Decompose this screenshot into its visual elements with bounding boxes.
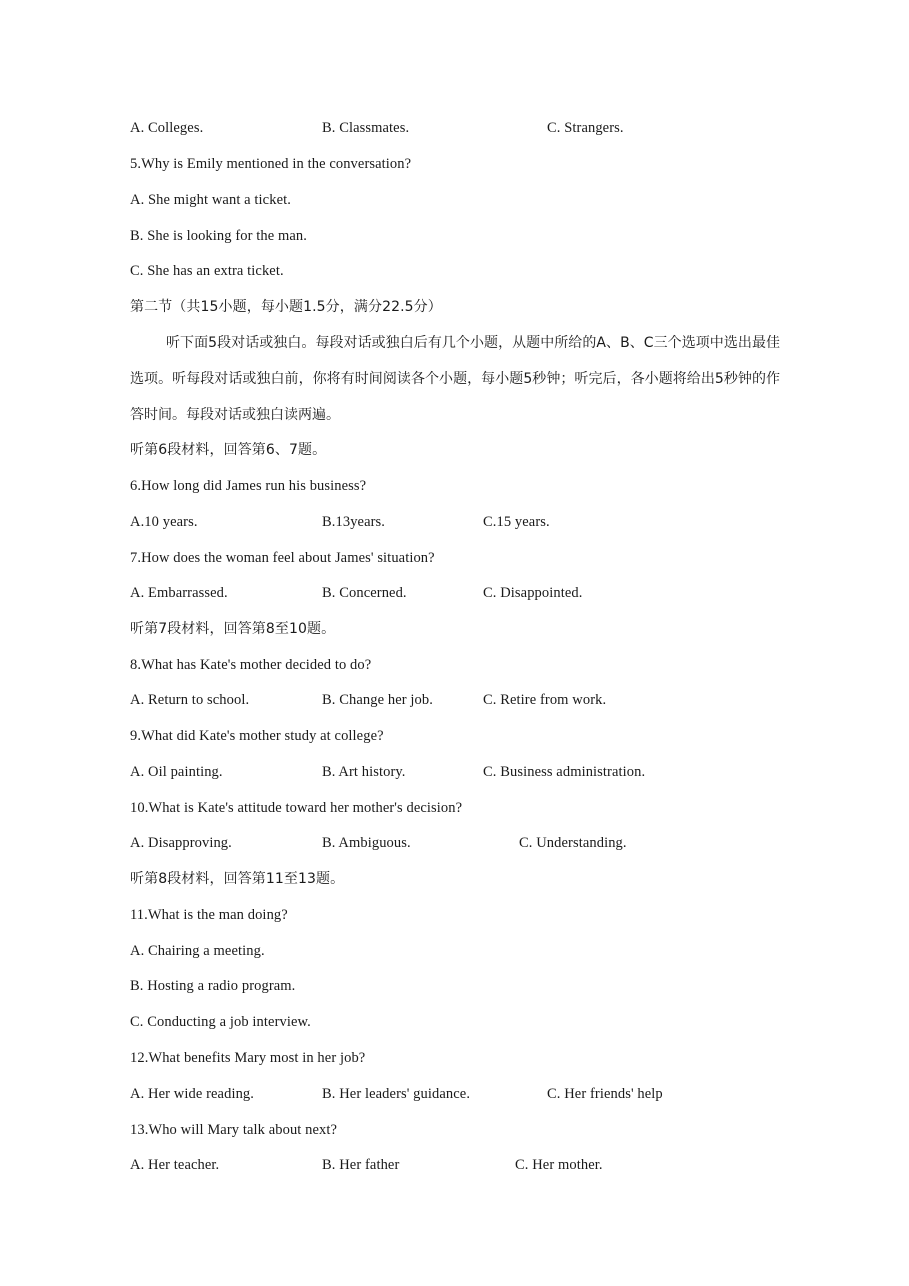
section-2-heading: 第二节（共15小题，每小题1.5分，满分22.5分） — [130, 299, 442, 315]
option-b: B. Art history. — [322, 764, 406, 780]
question-11-option-b: B. Hosting a radio program. — [130, 978, 296, 994]
question-12-stem: 12.What benefits Mary most in her job? — [130, 1050, 366, 1066]
question-11-stem: 11.What is the man doing? — [130, 907, 288, 923]
option-c: C.15 years. — [483, 514, 550, 530]
question-11-option-a: A. Chairing a meeting. — [130, 943, 265, 959]
question-5-option-a: A. She might want a ticket. — [130, 192, 291, 208]
question-5-option-c: C. She has an extra ticket. — [130, 263, 284, 279]
option-a: A. Return to school. — [130, 692, 250, 708]
section-2-instruction: 听下面5段对话或独白。每段对话或独白后有几个小题，从题中所给的A、B、C三个选项中选出最佳选项。听每段对话或独白前，你将有时间阅读各个小题，每小题5秒钟；听完后，各小题将给出5秒钟的作答时间。每段对话或独白读两遍。 — [130, 335, 780, 423]
option-c: C. Business administration. — [483, 764, 646, 780]
option-b: B. Change her job. — [322, 692, 433, 708]
option-b: B. Her leaders' guidance. — [322, 1086, 471, 1102]
material-8-heading: 听第8段材料，回答第11至13题。 — [130, 871, 345, 887]
question-13-stem: 13.Who will Mary talk about next? — [130, 1122, 338, 1138]
option-c: C. Her friends' help — [547, 1086, 663, 1102]
option-a: A. Oil painting. — [130, 764, 223, 780]
option-a: A. Colleges. — [130, 120, 204, 136]
option-b: B. Concerned. — [322, 585, 407, 601]
option-c: C. Disappointed. — [483, 585, 583, 601]
question-8-stem: 8.What has Kate's mother decided to do? — [130, 657, 372, 673]
option-c: C. Her mother. — [515, 1157, 603, 1173]
option-a: A. Her teacher. — [130, 1157, 220, 1173]
question-10-stem: 10.What is Kate's attitude toward her mother's decision? — [130, 800, 463, 816]
option-b: B. Classmates. — [322, 120, 410, 136]
option-a: A. Disapproving. — [130, 835, 232, 851]
option-b: B.13years. — [322, 514, 386, 530]
question-5-option-b: B. She is looking for the man. — [130, 228, 307, 244]
option-a: A.10 years. — [130, 514, 198, 530]
question-7-stem: 7.How does the woman feel about James' situation? — [130, 550, 435, 566]
material-7-heading: 听第7段材料，回答第8至10题。 — [130, 621, 336, 637]
option-a: A. Her wide reading. — [130, 1086, 254, 1102]
question-5-stem: 5.Why is Emily mentioned in the conversation? — [130, 156, 412, 172]
option-c: C. Strangers. — [547, 120, 624, 136]
question-9-stem: 9.What did Kate's mother study at college? — [130, 728, 384, 744]
option-c: C. Retire from work. — [483, 692, 607, 708]
option-b: B. Her father — [322, 1157, 400, 1173]
question-11-option-c: C. Conducting a job interview. — [130, 1014, 311, 1030]
option-a: A. Embarrassed. — [130, 585, 228, 601]
question-6-stem: 6.How long did James run his business? — [130, 478, 367, 494]
option-c: C. Understanding. — [519, 835, 627, 851]
option-b: B. Ambiguous. — [322, 835, 411, 851]
material-6-heading: 听第6段材料，回答第6、7题。 — [130, 442, 327, 458]
